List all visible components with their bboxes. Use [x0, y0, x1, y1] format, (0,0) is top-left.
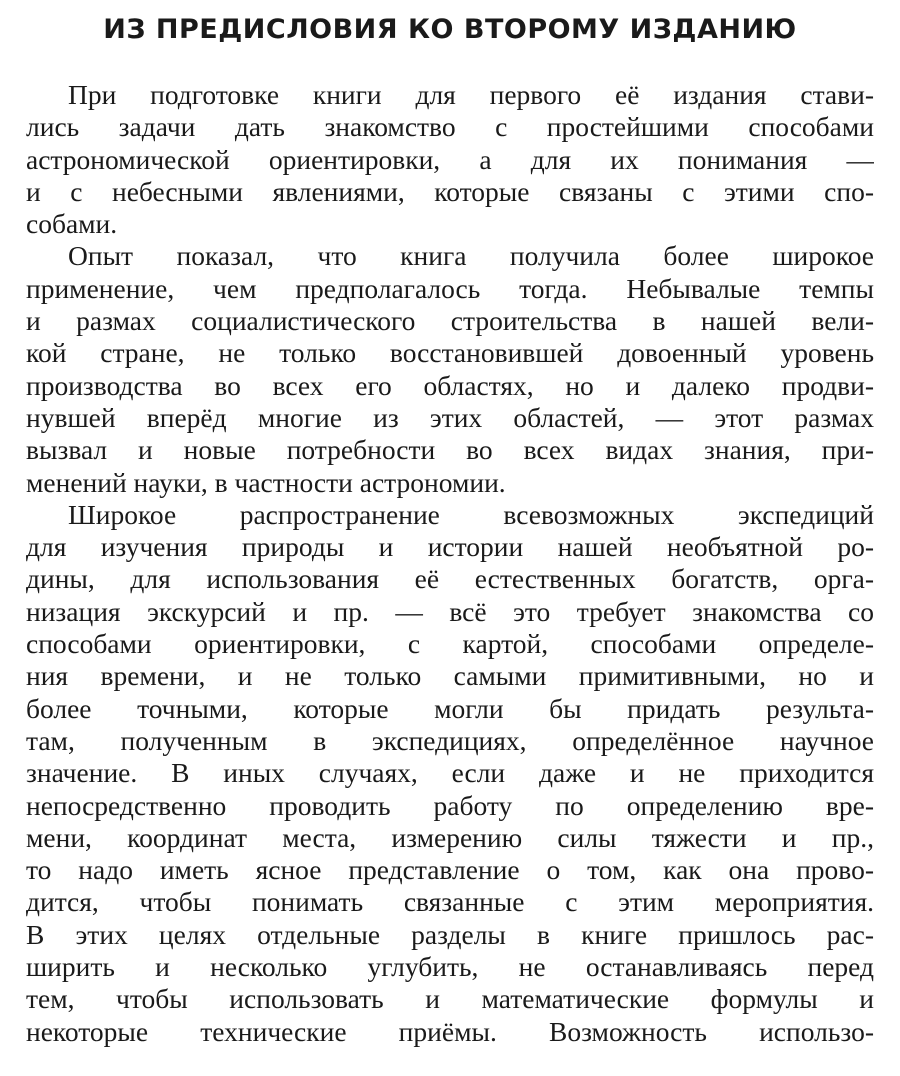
text-line: Широкое распространение всевозможных экспедиций [68, 498, 874, 530]
text-line: производства во всех его областях, но и далеко продви- [26, 369, 874, 401]
text-line: способами ориентировки, с картой, способами определе- [26, 628, 874, 660]
text-line: ния времени, и не только самыми примитивными, но и [26, 660, 874, 692]
text-line: менений науки, в частности астрономии. [26, 466, 506, 498]
text-line: дины, для использования её естественных богатств, орга- [26, 563, 874, 595]
text-line: некоторые технические приёмы. Возможность использо- [26, 1015, 874, 1047]
text-line: При подготовке книги для первого её издания стави- [68, 79, 874, 110]
text-line: дится, чтобы понимать связанные с этим мероприятия. [26, 886, 874, 918]
text-line: В этих целях отдельные разделы в книге пришлось рас- [26, 918, 874, 950]
text-line: там, полученным в экспедициях, определённое научное [26, 724, 874, 756]
text-line: вызвал и новые потребности во всех видах знания, при- [26, 434, 874, 466]
text-line: лись задачи дать знакомство с простейшими способами [26, 111, 874, 143]
text-line: Опыт показал, что книга получила более широкое [68, 240, 874, 272]
text-line: ширить и несколько углубить, не останавливаясь перед [26, 951, 874, 983]
text-line: низация экскурсий и пр. — всё это требует знакомства со [26, 595, 874, 627]
text-line: и размах социалистического строительства в нашей вели- [26, 305, 874, 337]
text-line: кой стране, не только восстановившей довоенный уровень [26, 337, 874, 369]
text-line: собами. [26, 208, 118, 240]
text-line: то надо иметь ясное представление о том, как она прово- [26, 854, 874, 886]
text-line: тем, чтобы использовать и математические формулы и [26, 983, 874, 1015]
text-line: мени, координат места, измерению силы тяжести и пр., [26, 821, 874, 853]
text-line: значение. В иных случаях, если даже и не приходится [26, 757, 874, 789]
text-line: нувшей вперёд многие из этих областей, — этот размах [26, 401, 874, 433]
page-heading: ИЗ ПРЕДИСЛОВИЯ КО ВТОРОМУ ИЗДАНИЮ [103, 14, 797, 45]
text-line: применение, чем предполагалось тогда. Небывалые темпы [26, 272, 874, 304]
text-line: более точными, которые могли бы придать результа- [26, 692, 874, 724]
body-text [26, 79, 874, 1048]
text-line: и с небесными явлениями, которые связаны с этими спо- [26, 175, 874, 207]
text-line: непосредственно проводить работу по определению вре- [26, 789, 874, 821]
text-line: для изучения природы и истории нашей необъятной ро- [26, 531, 874, 563]
text-line: астрономической ориентировки, а для их понимания — [26, 143, 874, 175]
